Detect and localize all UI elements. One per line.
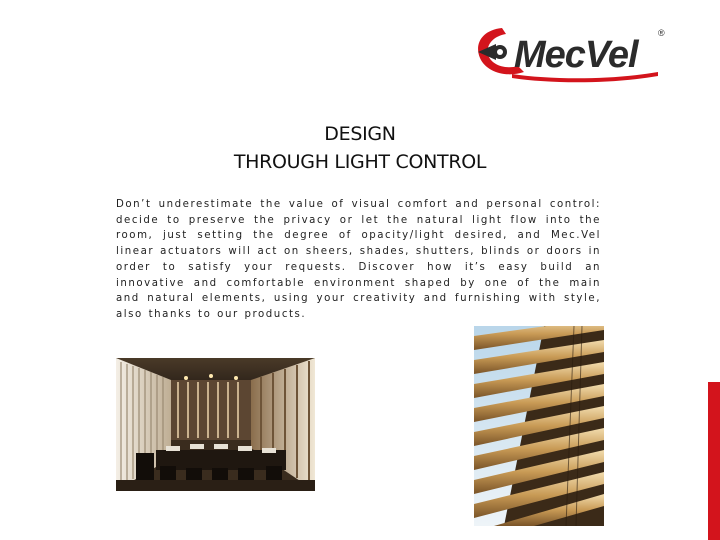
body-paragraph: Don’t underestimate the value of visual comfort and personal control: decide to preserve the privacy or let the natural light flow into the room, just setting the degree of opacity/light desired, and Mec.Vel linear actuators will act on sheers, shades, shutters, blinds or doors in order to satisfy your requests. Discover how it’s easy build an innovative and comfortable environment shaped by one of the main and natural elements, using your creativity and furnishing with style, also thanks to our products. (116, 199, 601, 320)
slide-title (180, 120, 540, 176)
mecvel-logo (472, 22, 672, 84)
blinds-photo (474, 326, 604, 526)
logo-wordmark: MecVel (514, 34, 638, 76)
restaurant-photo (116, 358, 315, 491)
title-line-2: THROUGH LIGHT CONTROL (233, 151, 487, 173)
accent-bar (708, 382, 720, 540)
registered-mark: ® (658, 28, 665, 38)
title-line-1: DESIGN (324, 123, 396, 145)
